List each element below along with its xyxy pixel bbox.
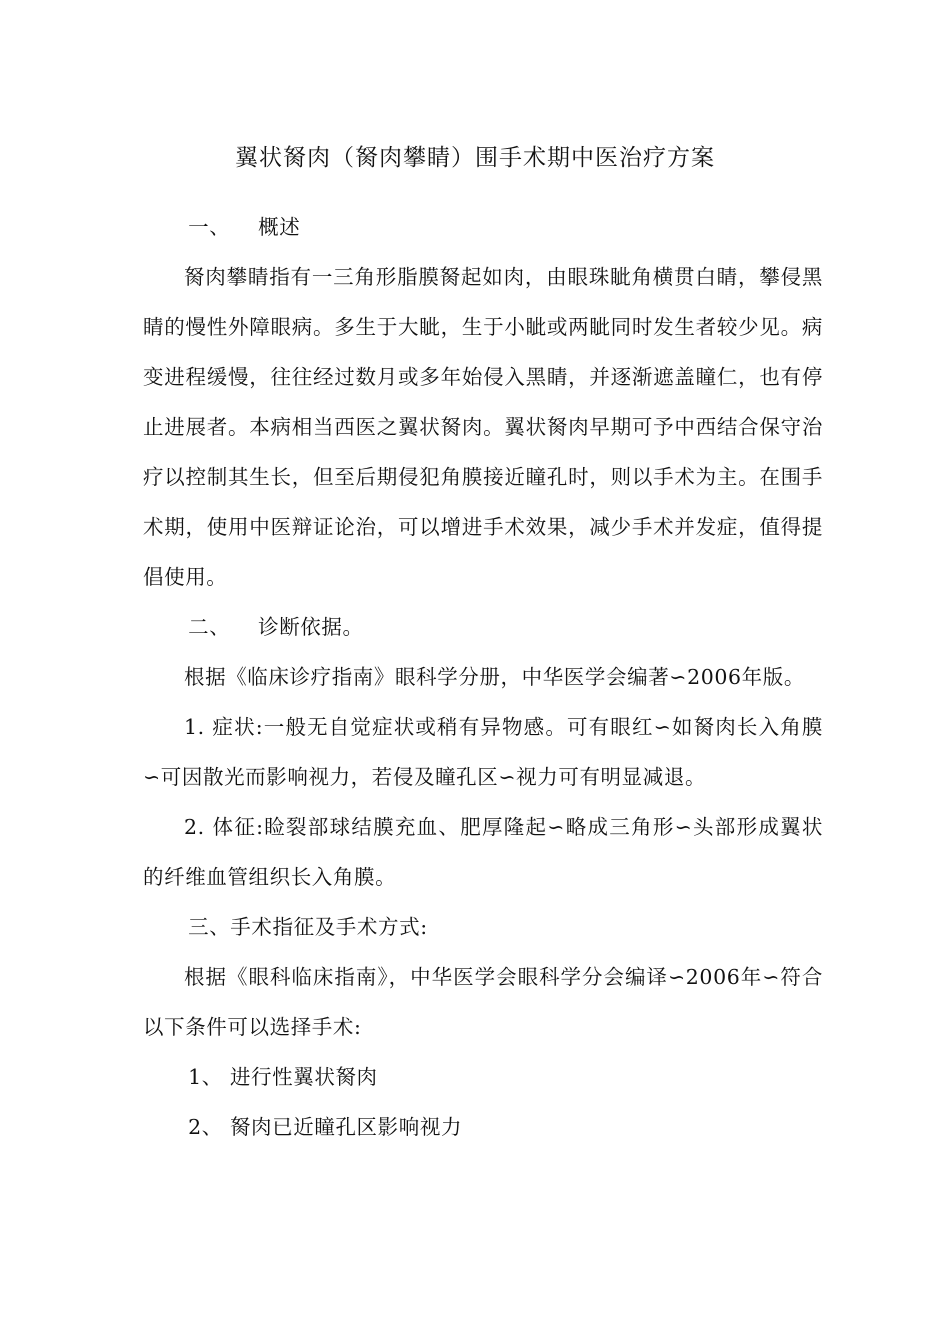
section-3-heading: 三、手术指征及手术方式: (188, 915, 428, 939)
criteria-item-1: 1、 进行性翼状胬肉 (188, 1065, 378, 1089)
diagnosis-source-paragraph: 根据《临床诊疗指南》眼科学分册，中华医学会编著∽2006年版。 (184, 665, 805, 689)
symptom-paragraph: 1. 症状:一般无自觉症状或稍有异物感。可有眼红∽如胬肉长入角膜∽可因散光而影响视力，若侵及瞳孔区∽视力可有明显减退。 (143, 715, 823, 789)
surgery-criteria-paragraph: 根据《眼科临床指南》，中华医学会眼科学分会编译∽2006年∽符合以下条件可以选择手术: (143, 965, 823, 1039)
document-body (143, 202, 823, 1152)
section-2-heading (143, 602, 823, 652)
section-1-number: 一、 (188, 215, 231, 239)
section-1-title: 概述 (258, 215, 301, 239)
criteria-item-2: 2、 胬肉已近瞳孔区影响视力 (188, 1115, 463, 1139)
document-title: 翼状胬肉（胬肉攀睛）围手术期中医治疗方案 (235, 145, 715, 171)
section-2-title: 诊断依据。 (258, 615, 364, 639)
overview-paragraph: 胬肉攀睛指有一三角形脂膜胬起如肉，由眼珠眦角横贯白睛，攀侵黑睛的慢性外障眼病。多生于大眦，生于小眦或两眦同时发生者较少见。病变进程缓慢，往往经过数月或多年始侵入黑睛，并逐渐遮盖瞳仁，也有停止进展者。本病相当西医之翼状胬肉。翼状胬肉早期可予中西结合保守治疗以控制其生长，但至后期侵犯角膜接近瞳孔时，则以手术为主。在围手术期，使用中医辩证论治，可以增进手术效果，减少手术并发症，值得提倡使用。 (143, 265, 823, 589)
sign-paragraph: 2. 体征:睑裂部球结膜充血、肥厚隆起∽略成三角形∽头部形成翼状的纤维血管组织长入角膜。 (143, 815, 823, 889)
section-1-heading (143, 202, 823, 252)
section-2-number: 二、 (188, 615, 231, 639)
